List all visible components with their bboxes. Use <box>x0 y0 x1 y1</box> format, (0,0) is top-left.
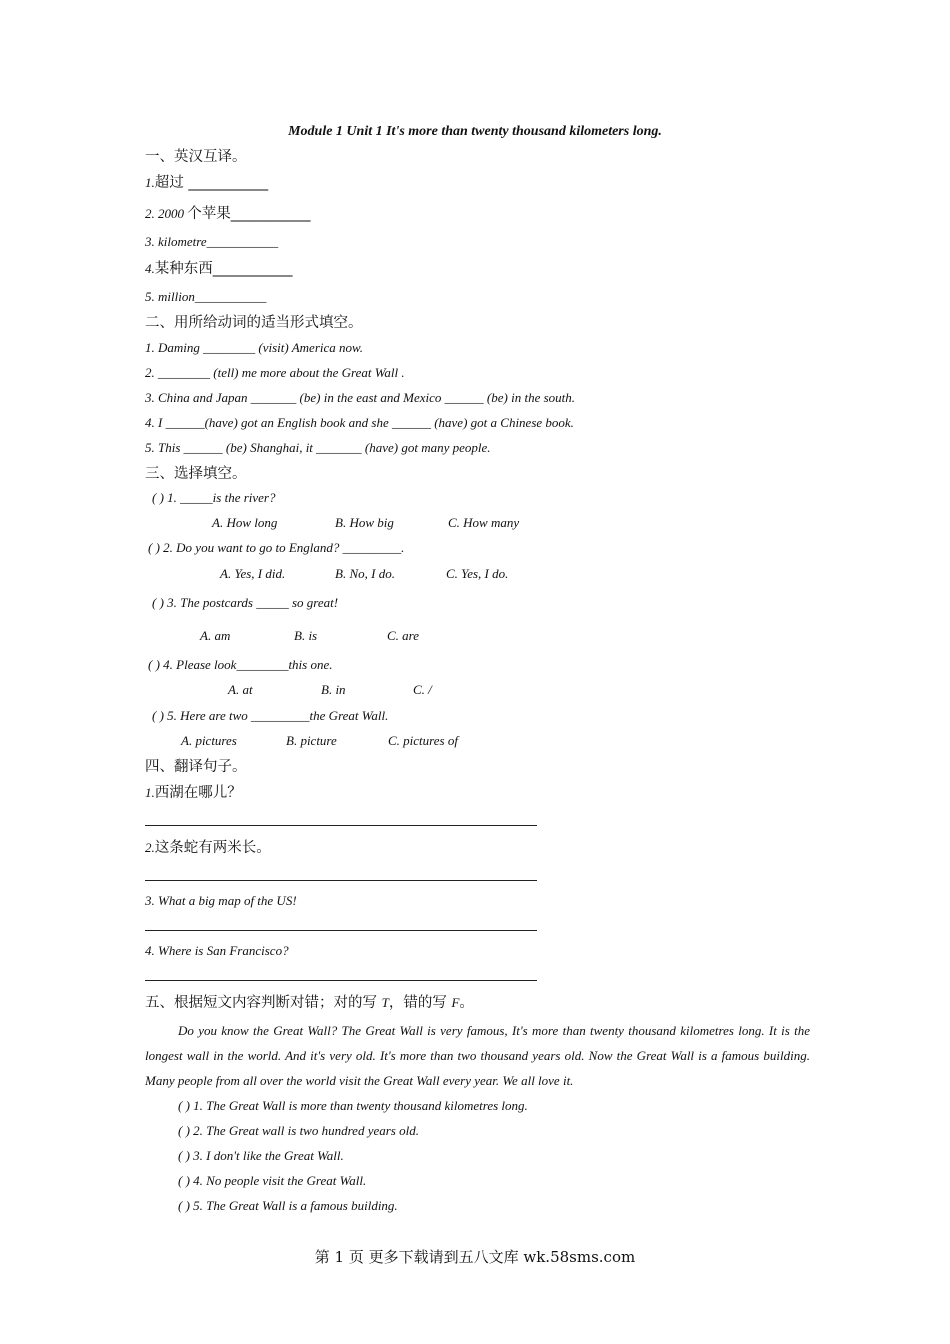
s3-q1-stem: ( ) 1. _____is the river? <box>152 490 276 505</box>
section-5-heading: 五、根据短文内容判断对错；对的写 T，错的写 F。 <box>145 995 474 1011</box>
s3-q3-stem: ( ) 3. The postcards _____ so great! <box>152 595 339 610</box>
s3-q5-option-c: C. pictures of <box>388 733 458 748</box>
s3-q2-stem: ( ) 2. Do you want to go to England? _________. <box>148 540 405 555</box>
section-4-heading: 四、翻译句子。 <box>145 759 247 775</box>
s5-statement-2: ( ) 2. The Great wall is two hundred years old. <box>178 1123 419 1138</box>
s4-item-3: 3. What a big map of the US! <box>145 893 297 908</box>
s5-statement-1: ( ) 1. The Great Wall is more than twenty thousand kilometres long. <box>178 1098 528 1113</box>
s3-q5-option-b: B. picture <box>286 733 337 748</box>
s4-item-4: 4. Where is San Francisco? <box>145 943 289 958</box>
s3-q2-option-b: B. No, I do. <box>335 566 395 581</box>
s1-item-1: 1.超过 ___________ <box>145 175 269 191</box>
s3-q3-option-b: B. is <box>294 628 318 643</box>
s1-item-3: 3. kilometre___________ <box>145 234 279 249</box>
s5-statement-4: ( ) 4. No people visit the Great Wall. <box>178 1173 367 1188</box>
s1-item-4: 4.某种东西___________ <box>145 261 293 277</box>
answer-line-2 <box>145 880 537 881</box>
s2-item-1: 1. Daming ________ (visit) America now. <box>145 340 363 355</box>
section-1-heading: 一、英汉互译。 <box>145 149 247 165</box>
s3-q5-option-a: A. pictures <box>181 733 237 748</box>
section-2-heading: 二、用所给动词的适当形式填空。 <box>145 315 363 331</box>
s3-q5-stem: ( ) 5. Here are two _________the Great Wall. <box>152 708 389 723</box>
page-title: Module 1 Unit 1 It's more than twenty thousand kilometers long. <box>288 124 662 139</box>
s3-q3-option-c: C. are <box>387 628 420 643</box>
s4-item-1: 1.西湖在哪儿？ <box>145 785 242 801</box>
s3-q2-option-c: C. Yes, I do. <box>446 566 509 581</box>
s3-q4-option-a: A. at <box>228 682 253 697</box>
s3-q3-option-a: A. am <box>200 628 231 643</box>
s2-item-5: 5. This ______ (be) Shanghai, it _______ (have) got many people. <box>145 440 491 455</box>
s1-item-2: 2. 2000 个苹果___________ <box>145 206 311 222</box>
s3-q4-stem: ( ) 4. Please look________this one. <box>148 657 333 672</box>
s3-q2-option-a: A. Yes, I did. <box>220 566 286 581</box>
s3-q1-option-c: C. How many <box>448 515 520 530</box>
section-3-heading: 三、选择填空。 <box>145 466 247 482</box>
s3-q4-option-c: C. / <box>413 682 432 697</box>
s4-item-2: 2.这条蛇有两米长。 <box>145 840 271 856</box>
answer-line-1 <box>145 825 537 826</box>
answer-line-3 <box>145 930 537 931</box>
s3-q1-option-a: A. How long <box>212 515 278 530</box>
s2-item-2: 2. ________ (tell) me more about the Great Wall . <box>145 365 405 380</box>
page-footer: 第 1 页 更多下载请到五八文库 wk.58sms.com <box>314 1248 636 1266</box>
s5-statement-3: ( ) 3. I don't like the Great Wall. <box>178 1148 344 1163</box>
s2-item-4: 4. I ______(have) got an English book and she ______ (have) got a Chinese book. <box>145 415 574 430</box>
s3-q1-option-b: B. How big <box>335 515 394 530</box>
reading-passage: Do you know the Great Wall? The Great Wall is very famous, It's more than twenty thousand kilometres long. It is the longest wall in the world. And it's very old. It's more than two thousand years old. Now the Great Wall is a famous building. Many people from all over the world visit the Great Wall every year. We all love it. <box>145 1023 810 1088</box>
s1-item-5: 5. million___________ <box>145 289 267 304</box>
s5-statement-5: ( ) 5. The Great Wall is a famous building. <box>178 1198 398 1213</box>
s3-q4-option-b: B. in <box>321 682 346 697</box>
s2-item-3: 3. China and Japan _______ (be) in the east and Mexico ______ (be) in the south. <box>145 390 576 405</box>
answer-line-4 <box>145 980 537 981</box>
